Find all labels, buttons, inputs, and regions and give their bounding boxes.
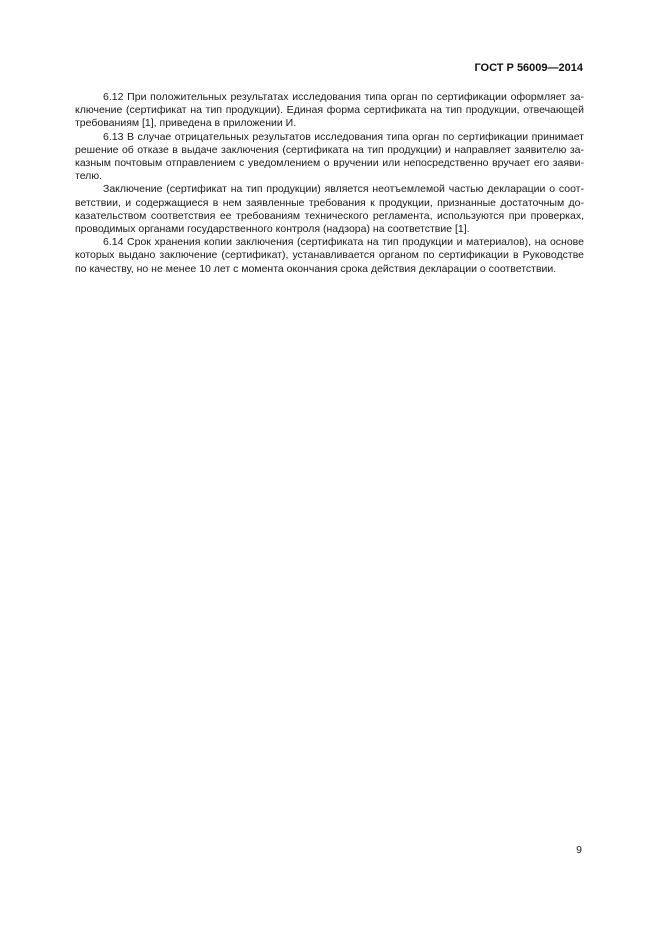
document-standard-id: ГОСТ Р 56009—2014 <box>474 62 583 74</box>
paragraph-6-14: 6.14 Срок хранения копии заключения (сертификата на тип продукции и материалов), на основе которых выдано заключение (сертификат), устанавливается органом по сертификации в Руководстве по качеству, но не менее 10 лет с момента окончания срока действия декларации о соответствии. <box>75 236 584 275</box>
paragraph-conclusion: Заключение (сертификат на тип продукции) является неотъемлемой частью декларации о соответствии, и содержащиеся в нем заявленные требования к продукции, признанные достаточным доказательством соответствия ее требованиям технического регламента, используются при проверках, проводимых органами государственного контроля (надзора) на соответствие [1]. <box>75 183 584 236</box>
paragraph-6-13: 6.13 В случае отрицательных результатов исследования типа орган по сертификации принимает решение об отказе в выдаче заключения (сертификата на тип продукции) и направляет заявителю заказным почтовым отправлением с уведомлением о вручении или непосредственно вручает его заявителю. <box>75 130 584 183</box>
document-body <box>75 91 584 276</box>
page-number: 9 <box>576 844 582 856</box>
paragraph-6-12: 6.12 При положительных результатах исследования типа орган по сертификации оформляет заключение (сертификат на тип продукции). Единая форма сертификата на тип продукции, отвечающей требованиям [1], приведена в приложении И. <box>75 91 584 130</box>
